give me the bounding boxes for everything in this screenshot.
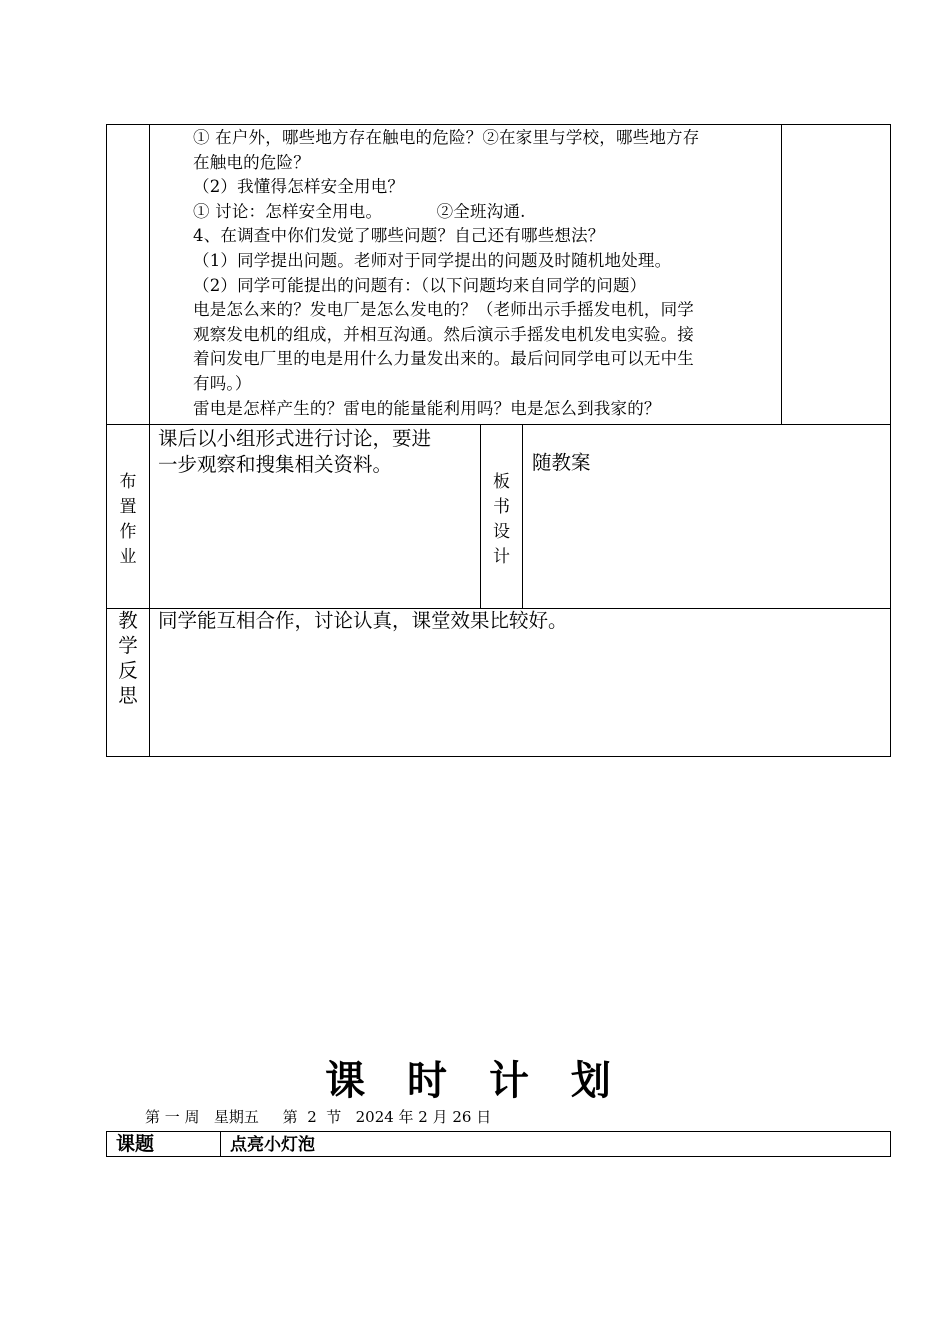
content-line: （2）我懂得怎样安全用电？: [193, 177, 405, 197]
topic-value: 点亮小灯泡: [230, 1135, 315, 1155]
board-design-label: 板 书 设 计: [493, 472, 510, 567]
content-line: （2）同学可能提出的问题有：（以下问题均来自同学的问题）: [193, 275, 647, 295]
topic-table-right: [890, 1131, 891, 1157]
content-column-right-border: [781, 124, 782, 425]
content-line: （1）同学提出问题。老师对于同学提出的问题及时随机地处理。: [193, 250, 672, 270]
topic-table-divider: [220, 1131, 221, 1157]
lesson-meta: 第 一 周 星期五 第 2 节 2024 年 2 月 26 日: [145, 1108, 492, 1126]
content-line: 观察发电机的组成，并相互沟通。然后演示手摇发电机发电实验。接: [193, 324, 694, 344]
reflection-text: 同学能互相合作，讨论认真，课堂效果比较好。: [158, 609, 568, 632]
reflection-label: 教 学 反 思: [118, 609, 138, 707]
content-line: 有吗。）: [193, 373, 252, 393]
table-bottom-border: [106, 756, 891, 757]
content-line: ① 在户外，哪些地方存在触电的危险？②在家里与学校，哪些地方存: [193, 128, 700, 147]
table-top-border: [106, 124, 891, 125]
content-line: 着问发电厂里的电是用什么力量发出来的。最后问同学电可以无中生: [193, 349, 694, 369]
content-line: 4、在调查中你们发觉了哪些问题？自己还有哪些想法？: [193, 226, 605, 246]
homework-text: 课后以小组形式进行讨论，要进 一步观察和搜集相关资料。: [158, 427, 432, 476]
board-design-text: 随教案: [532, 451, 591, 474]
topic-table-top: [106, 1131, 891, 1132]
content-line: 在触电的危险？: [193, 152, 310, 172]
label-column-border: [149, 124, 150, 757]
topic-table-bottom: [106, 1156, 891, 1157]
table-right-border: [890, 124, 891, 757]
content-line: 电是怎么来的？发电厂是怎么发电的？（老师出示手摇发电机，同学: [193, 300, 694, 320]
page-title: 课 时 计 划: [325, 1057, 625, 1104]
lesson-content: [193, 126, 778, 421]
topic-table-left: [106, 1131, 107, 1157]
content-line: 雷电是怎样产生的？雷电的能量能利用吗？电是怎么到我家的？: [193, 398, 661, 418]
board-label-divider: [522, 424, 523, 609]
topic-label: 课题: [116, 1133, 155, 1155]
row-divider-homework: [106, 424, 891, 425]
homework-label: 布 置 作 业: [119, 472, 137, 567]
content-line: ① 讨论：怎样安全用电。 ②全班沟通.: [193, 201, 526, 221]
